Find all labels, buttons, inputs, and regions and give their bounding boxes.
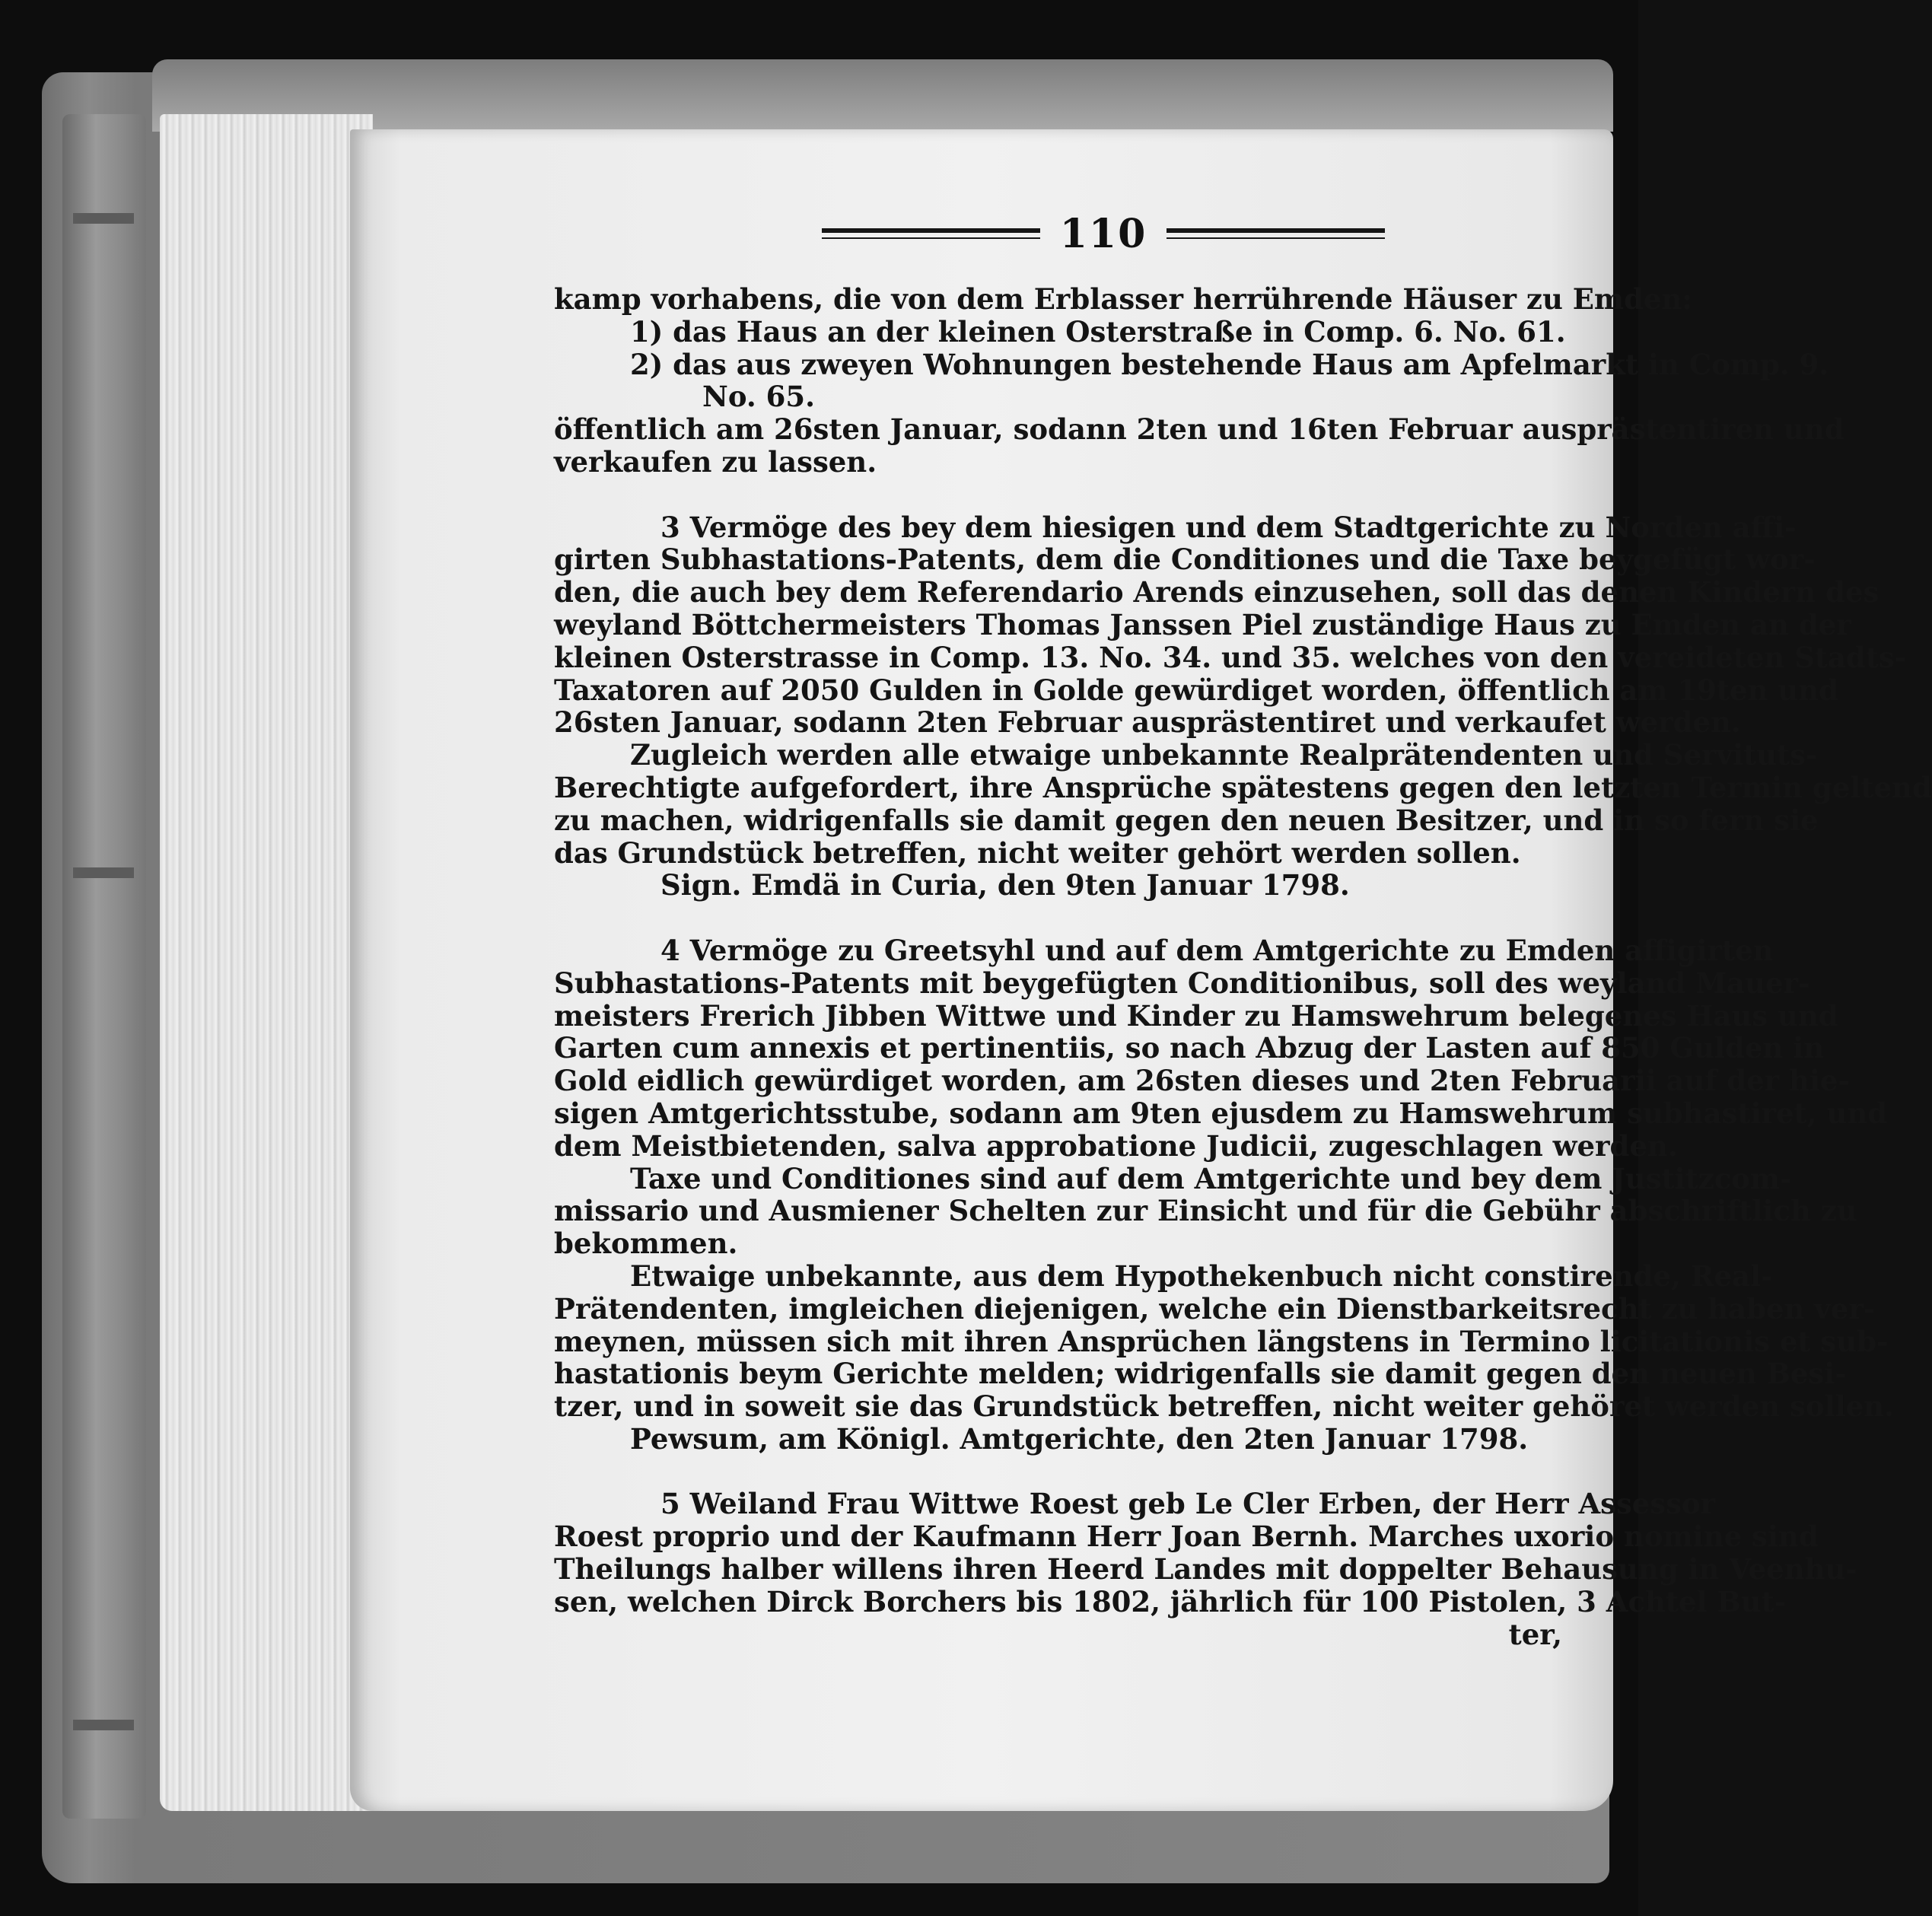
text-line: tzer, und in soweit sie das Grundstück betreffen, nicht weiter gehöret werden sollen. xyxy=(554,1389,1894,1424)
spine-stripe xyxy=(73,867,134,878)
text-line: sigen Amtgerichtsstube, sodann am 9ten ejusdem zu Hamswehrum subhastiret, und xyxy=(554,1096,1888,1130)
text-line: 4 Vermöge zu Greetsyhl und auf dem Amtgerichte zu Emden affigirten xyxy=(660,933,1774,967)
text-line: Sign. Emdä in Curia, den 9ten Januar 1798. xyxy=(660,868,1350,902)
page-edges xyxy=(160,114,373,1811)
text-line: 26sten Januar, sodann 2ten Februar ausprästentiret und verkaufet werden. xyxy=(554,705,1741,740)
text-line: kleinen Osterstrasse in Comp. 13. No. 34. und 35. welches von den vereideten Stadts- xyxy=(554,640,1907,674)
text-line: 5 Weiland Frau Wittwe Roest geb Le Cler Erben, der Herr Assessor xyxy=(660,1487,1716,1521)
text-line: verkaufen zu lassen. xyxy=(554,444,877,479)
text-line: 2) das aus zweyen Wohnungen bestehende Haus am Apfelmarkt in Comp. 9. xyxy=(630,347,1829,381)
text-line: dem Meistbietenden, salva approbatione Judicii, zugeschlagen werden. xyxy=(554,1128,1678,1163)
text-line: das Grundstück betreffen, nicht weiter gehört werden sollen. xyxy=(554,835,1521,870)
text-line: Gold eidlich gewürdiget worden, am 26sten dieses und 2ten Februarii auf der hie- xyxy=(554,1064,1850,1098)
text-line: weyland Böttchermeisters Thomas Janssen Piel zuständige Haus zu Emden an der xyxy=(554,607,1851,641)
text-line: Berechtigte aufgefordert, ihre Ansprüche spätestens gegen den letzten Termin geltend xyxy=(554,770,1932,804)
text-line: kamp vorhabens, die von dem Erblasser herrührende Häuser zu Emden: xyxy=(554,282,1693,316)
text-line: meynen, müssen sich mit ihren Ansprüchen längstens in Termino licitationis et sub- xyxy=(554,1324,1889,1358)
page-header xyxy=(822,210,1385,257)
text-line: Etwaige unbekannte, aus dem Hypothekenbuch nicht constirende, Real- xyxy=(630,1259,1773,1293)
text-line: Zugleich werden alle etwaige unbekannte Realprätendenten und Servituts- xyxy=(630,738,1818,772)
text-line: zu machen, widrigenfalls sie damit gegen den neuen Besitzer, und in so fern sie xyxy=(554,803,1819,837)
text-line: Pewsum, am Königl. Amtgerichte, den 2ten Januar 1798. xyxy=(630,1421,1529,1456)
text-line: 1) das Haus an der kleinen Osterstraße in Comp. 6. No. 61. xyxy=(630,314,1566,349)
text-line: hastationis beym Gerichte melden; widrigenfalls sie damit gegen den neuen Besi- xyxy=(554,1357,1847,1391)
text-line: Prätendenten, imgleichen diejenigen, welche ein Dienstbarkeitsrecht zu haben ver- xyxy=(554,1291,1876,1326)
text-line: bekommen. xyxy=(554,1227,738,1261)
text-line: den, die auch bey dem Referendario Arends einzusehen, soll das denen Kindern des xyxy=(554,575,1879,609)
text-line: Theilungs halber willens ihren Heerd Landes mit doppelter Behausung in Veenhu- xyxy=(554,1552,1857,1587)
text-line: Roest proprio und der Kaufmann Herr Joan Bernh. Marches uxorio nomine sind xyxy=(554,1520,1819,1554)
spine-stripe xyxy=(73,1720,134,1730)
header-rule-left xyxy=(822,228,1040,239)
text-line: Subhastations-Patents mit beygefügten Conditionibus, soll des weyland Mauer- xyxy=(554,966,1810,1000)
text-line: No. 65. xyxy=(702,380,815,414)
text-line: missario und Ausmiener Schelten zur Einsicht und für die Gebühr abschriftlich zu xyxy=(554,1194,1857,1228)
text-line: girten Subhastations-Patents, dem die Conditiones und die Taxe beygefügt wor- xyxy=(554,543,1816,577)
text-line: Taxe und Conditiones sind auf dem Amtgerichte und bey dem Justitzcom- xyxy=(630,1161,1792,1195)
text-line: öffentlich am 26sten Januar, sodann 2ten und 16ten Februar ausprästentiren und xyxy=(554,412,1844,447)
text-line: sen, welchen Dirck Borchers bis 1802, jährlich für 100 Pistolen, 3 Achtel But- xyxy=(554,1584,1787,1618)
text-line: 3 Vermöge des bey dem hiesigen und dem Stadtgerichte zu Norden affi- xyxy=(660,510,1797,544)
page-number: 110 xyxy=(1059,210,1147,257)
text-line: meisters Frerich Jibben Wittwe und Kinder zu Hamswehrum belegenes Haus und xyxy=(554,998,1838,1033)
text-line: Taxatoren auf 2050 Gulden in Golde gewürdiget worden, öffentlich am 19ten und xyxy=(554,673,1838,707)
spine-stripe xyxy=(73,213,134,224)
text-line: ter, xyxy=(1508,1617,1562,1651)
book-spine xyxy=(62,114,146,1819)
text-line: Garten cum annexis et pertinentiis, so nach Abzug der Lasten auf 850 Gulden in xyxy=(554,1031,1825,1065)
header-rule-right xyxy=(1167,228,1385,239)
page-body-text xyxy=(554,282,1932,1651)
